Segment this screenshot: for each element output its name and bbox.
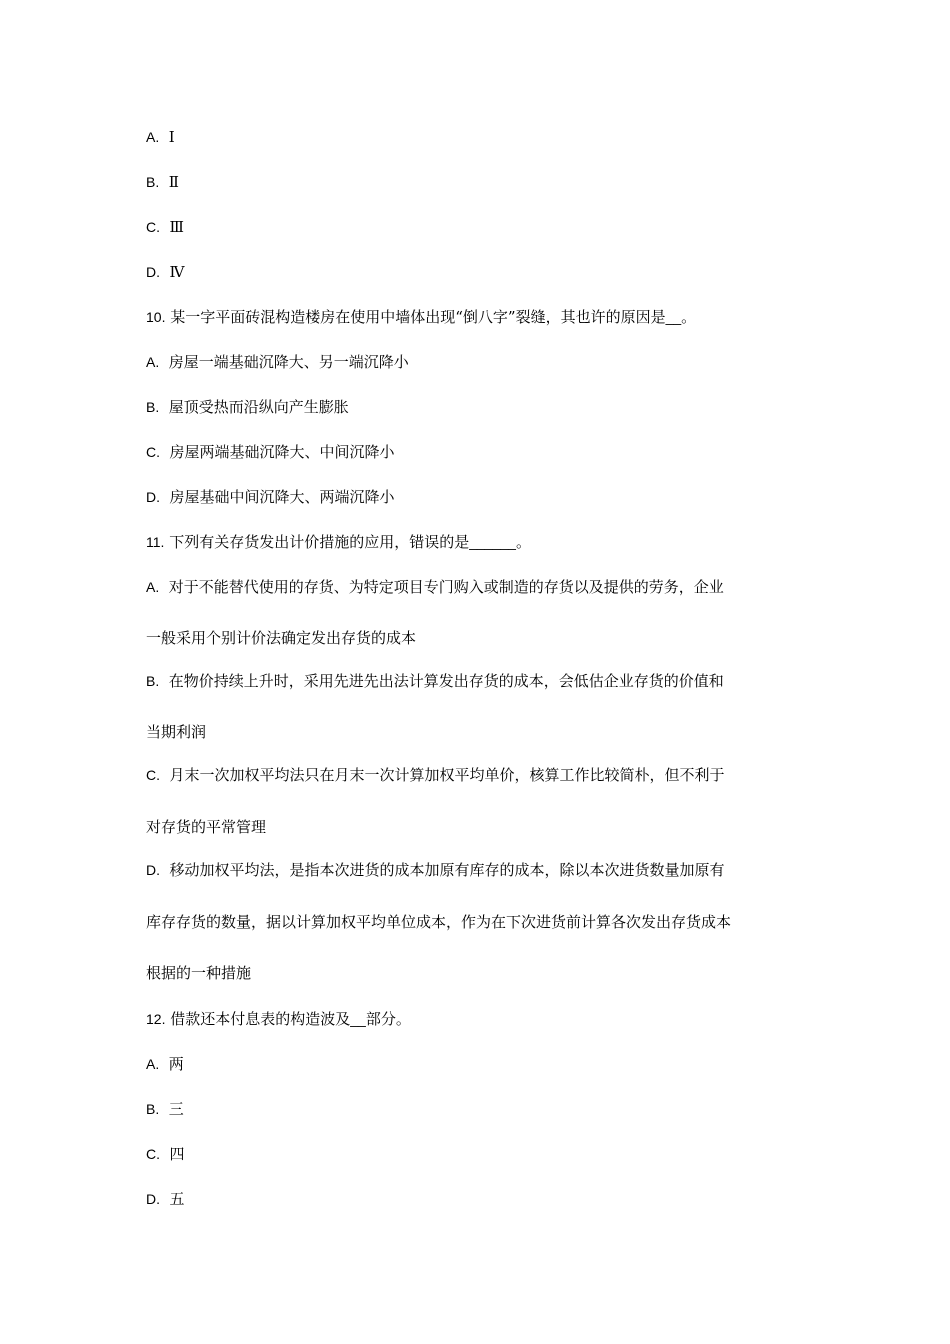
question-blank: __ [350,1011,366,1027]
question-number: 10. [146,309,166,325]
q11-option-d-line3: 根据的一种措施 [146,964,252,982]
option-letter: A. [146,129,160,145]
option-letter: D. [146,264,160,280]
option-text: Ⅲ [169,218,185,236]
option-letter: C. [146,444,160,460]
q11-option-b-line1 [146,671,850,691]
option-text: 房屋基础中间沉降大、两端沉降小 [169,488,395,506]
option-text: 两 [168,1055,184,1073]
question-number: 11. [146,534,165,550]
q10-option-c [146,442,850,462]
question-end: 。 [515,533,531,551]
question-number: 12. [146,1011,166,1027]
q11-option-a-line2: 一般采用个别计价法确定发出存货的成本 [146,629,417,647]
option-letter: D. [146,862,160,878]
q10-stem [146,307,850,327]
q11-option-a-line1 [146,577,850,597]
option-text: 在物价持续上升时，采用先进先出法计算发出存货的成本，会低估企业存货的价值和 [168,672,724,690]
question-end: 部分。 [365,1010,411,1028]
q9-option-c [146,217,850,237]
q10-option-d [146,487,850,507]
option-letter: B. [146,673,160,689]
q9-option-d [146,262,850,282]
question-text: 下列有关存货发出计价措施的应用，错误的是 [169,533,470,551]
q12-stem [146,1009,850,1029]
q12-option-c [146,1144,850,1164]
question-blank: __ [665,309,682,325]
option-text: Ⅳ [169,263,185,281]
option-text: Ⅰ [168,128,175,146]
question-text: 某一字平面砖混构造楼房在使用中墙体出现“倒八字”裂缝，其也许的原因是 [170,308,666,326]
option-letter: B. [146,174,160,190]
option-text: 月末一次加权平均法只在月末一次计算加权平均单价，核算工作比较简朴，但不利于 [169,766,725,784]
option-text: 对于不能替代使用的存货、为特定项目专门购入或制造的存货以及提供的劳务，企业 [168,578,724,596]
option-letter: A. [146,1056,160,1072]
q11-option-d-line2: 库存存货的数量，据以计算加权平均单位成本，作为在下次进货前计算各次发出存货成本 [146,913,732,931]
q11-option-d-line1 [146,860,850,880]
option-text: 屋顶受热而沿纵向产生膨胀 [168,398,349,416]
option-text: 房屋两端基础沉降大、中间沉降小 [169,443,395,461]
option-text: Ⅱ [168,173,179,191]
q9-option-a [146,127,850,147]
option-text: 房屋一端基础沉降大、另一端沉降小 [168,353,409,371]
q9-option-b [146,172,850,192]
option-letter: B. [146,399,160,415]
option-letter: C. [146,767,160,783]
question-text: 借款还本付息表的构造波及 [170,1010,351,1028]
question-end: 。 [681,308,697,326]
q12-option-d [146,1189,850,1209]
option-letter: C. [146,1146,160,1162]
q11-option-b-line2: 当期利润 [146,723,207,741]
option-letter: A. [146,579,160,595]
option-letter: C. [146,219,160,235]
question-blank: ______ [469,534,516,550]
q11-option-c-line2: 对存货的平常管理 [146,818,267,836]
option-letter: B. [146,1101,160,1117]
option-text: 五 [169,1190,185,1208]
option-letter: A. [146,354,160,370]
option-text: 三 [168,1100,184,1118]
q12-option-a [146,1054,850,1074]
q10-option-a [146,352,850,372]
option-letter: D. [146,1191,160,1207]
q12-option-b [146,1099,850,1119]
q10-option-b [146,397,850,417]
option-text: 移动加权平均法，是指本次进货的成本加原有库存的成本，除以本次进货数量加原有 [169,861,725,879]
option-letter: D. [146,489,160,505]
q11-option-c-line1 [146,765,850,785]
option-text: 四 [169,1145,185,1163]
q11-stem [146,532,850,552]
